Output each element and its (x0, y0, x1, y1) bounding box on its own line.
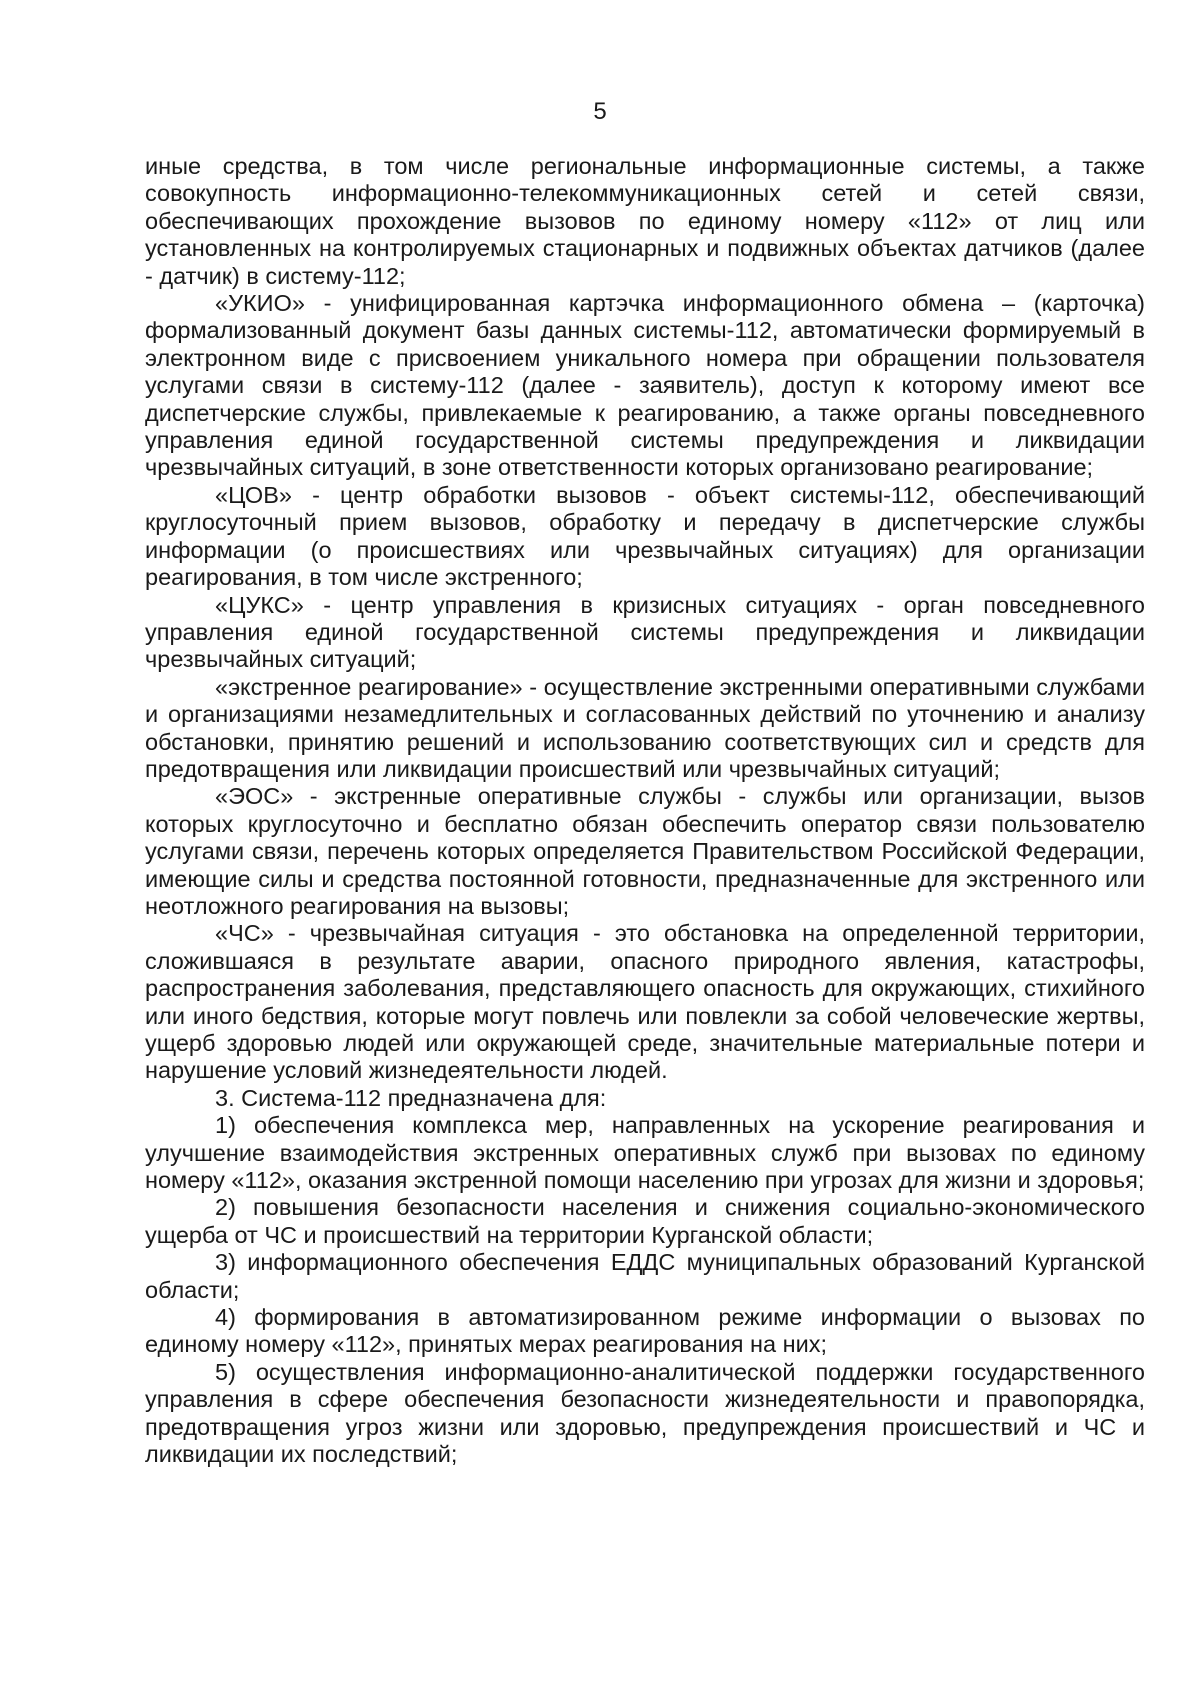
paragraph-11: 4) формирования в автоматизированном режиме информации о вызовах по единому номеру «112», принятых мерах реагирования на них; (145, 1304, 1145, 1358)
paragraph-1: «УКИО» - унифицированная картэчка информационного обмена – (карточка) формализованный документ базы данных системы-112, автоматически формируемый в электронном виде с присвоением уникального номера при обращении пользователя услугами связи в систему-112 (далее - заявитель), доступ к которому имеют все диспетчерские службы, привлекаемые к реагированию, а также органы повседневного управления единой государственной системы предупреждения и ликвидации чрезвычайных ситуаций, в зоне ответственности которых организовано реагирование; (145, 290, 1145, 481)
paragraph-0: иные средства, в том числе региональные информационные системы, а также совокупность информационно-телекоммуникационных сетей и сетей связи, обеспечивающих прохождение вызовов по единому номеру «112» от лиц или установленных на контролируемых стационарных и подвижных объектах датчиков (далее - датчик) в систему-112; (145, 153, 1145, 289)
paragraph-8: 1) обеспечения комплекса мер, направленных на ускорение реагирования и улучшение взаимодействия экстренных оперативных служб при вызовах по единому номеру «112», оказания экстренной помощи населению при угрозах для жизни и здоровья; (145, 1112, 1145, 1194)
paragraph-6: «ЧС» - чрезвычайная ситуация - это обстановка на определенной территории, сложившаяся в результате аварии, опасного природного явления, катастрофы, распространения заболевания, представляющего опасность для окружающих, стихийного или иного бедствия, которые могут повлечь или повлекли за собой человеческие жертвы, ущерб здоровью людей или окружающей среде, значительные материальные потери и нарушение условий жизнедеятельности людей. (145, 920, 1145, 1084)
paragraph-4: «экстренное реагирование» - осуществление экстренными оперативными службами и организациями незамедлительных и согласованных действий по уточнению и анализу обстановки, принятию решений и использованию соответствующих сил и средств для предотвращения или ликвидации происшествий или чрезвычайных ситуаций; (145, 673, 1145, 782)
paragraph-10: 3) информационного обеспечения ЕДДС муниципальных образований Курганской области; (145, 1249, 1145, 1303)
paragraph-7: 3. Система-112 предназначена для: (215, 1084, 607, 1111)
paragraph-3: «ЦУКС» - центр управления в кризисных ситуациях - орган повседневного управления единой государственной системы предупреждения и ликвидации чрезвычайных ситуаций; (145, 591, 1145, 673)
paragraph-12: 5) осуществления информационно-аналитической поддержки государственного управления в сфере обеспечения безопасности жизнедеятельности и правопорядка, предотвращения угроз жизни или здоровью, предупреждения происшествий и ЧС и ликвидации их последствий; (145, 1358, 1145, 1468)
page-number: 5 (593, 98, 607, 125)
paragraph-5: «ЭОС» - экстренные оперативные службы - службы или организации, вызов которых круглосуточно и бесплатно обязан обеспечить оператор связи пользователю услугами связи, перечень которых определяется Правительством Российской Федерации, имеющие силы и средства постоянной готовности, предназначенные для экстренного или неотложного реагирования на вызовы; (145, 783, 1145, 919)
document-body (145, 153, 1145, 1469)
paragraph-2: «ЦОВ» - центр обработки вызовов - объект системы-112, обеспечивающий круглосуточный прием вызовов, обработку и передачу в диспетчерские службы информации (о происшествиях или чрезвычайных ситуациях) для организации реагирования, в том числе экстренного; (145, 481, 1145, 591)
paragraph-9: 2) повышения безопасности населения и снижения социально-экономического ущерба от ЧС и происшествий на территории Курганской области; (145, 1194, 1145, 1248)
